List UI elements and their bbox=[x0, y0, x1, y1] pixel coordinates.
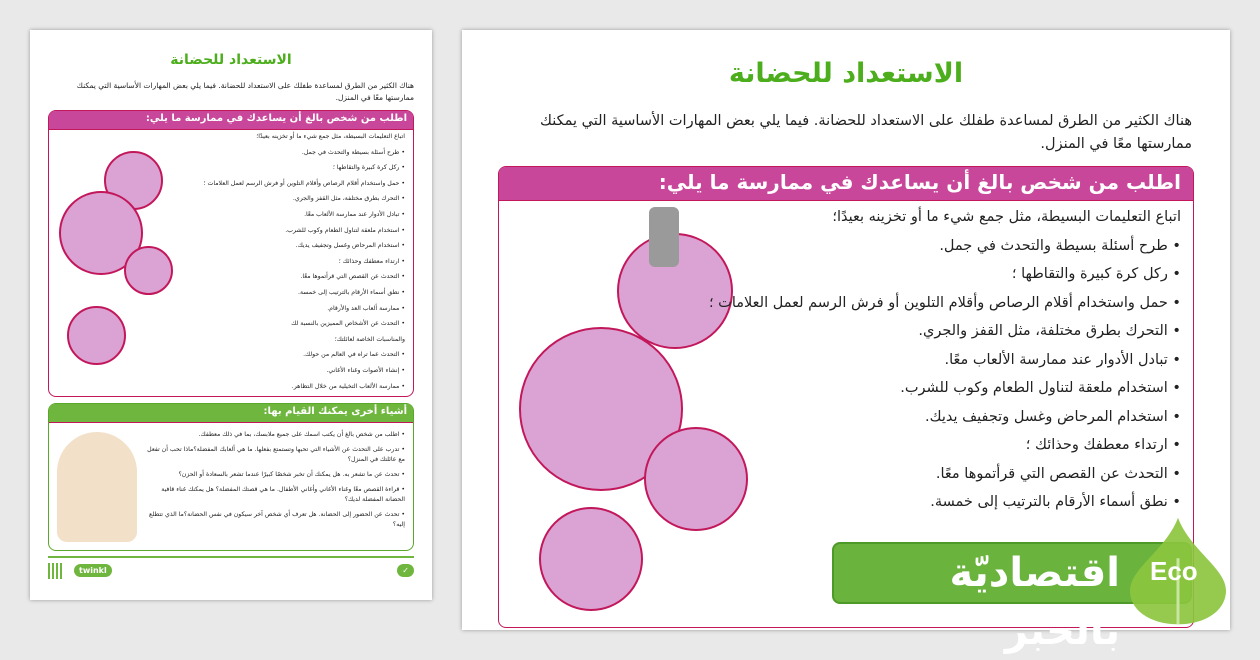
list-item: • تبادل الأدوار عند ممارسة الألعاب معًا. bbox=[204, 211, 405, 227]
tap-icon bbox=[649, 207, 679, 267]
list-item: • ركل كرة كبيرة والتقاطها ؛ bbox=[709, 264, 1181, 293]
boy-singing-illustration bbox=[539, 507, 643, 611]
eco-ink-banner: اقتصاديّة بالحبر bbox=[832, 542, 1192, 604]
boy-singing-illustration bbox=[67, 306, 126, 365]
page-title: الاستعداد للحضانة bbox=[728, 58, 964, 89]
list-item: • التحدث عن القصص التي قرأتموها معًا. bbox=[709, 464, 1181, 493]
list-item: • التحدث عما تراه في العالم من حولك. bbox=[204, 351, 405, 367]
list-item: • حمل واستخدام أقلام الرصاص وأقلام التلوين أو فرش الرسم لعمل العلامات ؛ bbox=[709, 293, 1181, 322]
page-footer bbox=[48, 556, 414, 582]
list-item: • نطق أسماء الأرقام بالترتيب إلى خمسة. bbox=[204, 289, 405, 305]
football-illustration bbox=[124, 246, 173, 295]
page-title: الاستعداد للحضانة bbox=[170, 52, 292, 68]
list-item: • نطق أسماء الأرقام بالترتيب إلى خمسة. bbox=[709, 492, 1181, 521]
section-heading: اطلب من شخص بالغ أن يساعدك في ممارسة ما يلي: bbox=[49, 111, 413, 130]
list-item: اتباع التعليمات البسيطة، مثل جمع شيء ما أو تخزينه بعيدًا؛ bbox=[832, 209, 1181, 225]
section-heading: اطلب من شخص بالغ أن يساعدك في ممارسة ما يلي: bbox=[499, 167, 1193, 201]
list-item: • ارتداء معطفك وحذائك ؛ bbox=[709, 435, 1181, 464]
list-item: • تدرب على التحدث عن الأشياء التي تحبها وتستمتع بفعلها. ما هي ألعابك المفضلة؟ماذا تحب أن تفعل مع عائلتك في المنزل؟ bbox=[144, 445, 405, 465]
intro-text: هناك الكثير من الطرق لمساعدة طفلك على الاستعداد للحضانة. فيما يلي بعض المهارات الأساسية التي يمكنك ممارستها معًا في المنزل. bbox=[76, 81, 414, 102]
section-help-skills bbox=[48, 110, 414, 397]
list-item: • التحرك بطرق مختلفة، مثل القفز والجري. bbox=[204, 195, 405, 211]
twinkl-logo: twinkl bbox=[74, 564, 112, 577]
list-item: • ممارسة الألعاب التخيلية من خلال التظاهر. bbox=[204, 383, 405, 399]
list-item: • طرح أسئلة بسيطة والتحدث في جمل. bbox=[709, 236, 1181, 265]
section-other-things bbox=[48, 403, 414, 551]
list-item: اتباع التعليمات البسيطة، مثل جمع شيء ما أو تخزينه بعيدًا؛ bbox=[256, 133, 405, 140]
list-item: • ارتداء معطفك وحذائك ؛ bbox=[204, 258, 405, 274]
list-item: • تحدث عن ما تشعر به. هل يمكنك أن تخبر شخصًا كبيرًا عندما تشعر بالسعادة أو الحزن؟ bbox=[144, 470, 405, 480]
intro-text: هناك الكثير من الطرق لمساعدة طفلك على الاستعداد للحضانة. فيما يلي بعض المهارات الأساسية التي يمكنك ممارستها معًا في المنزل. bbox=[539, 113, 1192, 152]
list-item: والمناسبات الخاصة لعائلتك؛ bbox=[334, 335, 405, 343]
list-item: • استخدام المرحاض وغسل وتجفيف يديك. bbox=[709, 407, 1181, 436]
list-item: • ركل كرة كبيرة والتقاطها ؛ bbox=[204, 164, 405, 180]
list-item: • استخدام المرحاض وغسل وتجفيف يديك. bbox=[204, 242, 405, 258]
list-item: • حمل واستخدام أقلام الرصاص وأقلام التلوين أو فرش الرسم لعمل العلامات ؛ bbox=[204, 180, 405, 196]
eco-label: Eco bbox=[1150, 556, 1198, 586]
list-item: • استخدام ملعقة لتناول الطعام وكوب للشرب. bbox=[709, 378, 1181, 407]
list-item: • استخدام ملعقة لتناول الطعام وكوب للشرب. bbox=[204, 227, 405, 243]
list-item: • تبادل الأدوار عند ممارسة الألعاب معًا. bbox=[709, 350, 1181, 379]
girl-illustration bbox=[57, 432, 137, 542]
list-item: • ممارسة ألعاب العد والأرقام. bbox=[204, 305, 405, 321]
list-item: • اطلب من شخص بالغ أن يكتب اسمك على جميع ملابسك، بما في ذلك معطفك. bbox=[144, 430, 405, 440]
twinkl-badge-logo: ✓ bbox=[397, 564, 414, 577]
list-item: • التحرك بطرق مختلفة، مثل القفز والجري. bbox=[709, 321, 1181, 350]
list-item: • قراءة القصص معًا وغناء الأغاني وأغاني الأطفال. ما هي قصتك المفضلة؟ هل يمكنك غناء قافية الحضانة المفضلة لديك؟ bbox=[144, 485, 405, 505]
list-item: • تحدث عن الحضور إلى الحضانة. هل تعرف أي شخص آخر سيكون في نفس الحضانة؟ما الذي تتطلع إليه؟ bbox=[144, 510, 405, 530]
list-item: • التحدث عن الأشخاص المميزين بالنسبة لك bbox=[204, 320, 405, 336]
list-item: • إنشاء الأصوات وغناء الأغاني. bbox=[204, 367, 405, 383]
worksheet-thumbnail bbox=[30, 30, 432, 600]
worksheet-page bbox=[462, 30, 1230, 630]
qr-code-icon bbox=[48, 563, 64, 579]
list-item: • طرح أسئلة بسيطة والتحدث في جمل. bbox=[204, 149, 405, 165]
list-item: • التحدث عن القصص التي قرأتموها معًا. bbox=[204, 273, 405, 289]
section-heading: أشياء أخرى يمكنك القيام بها: bbox=[49, 404, 413, 423]
